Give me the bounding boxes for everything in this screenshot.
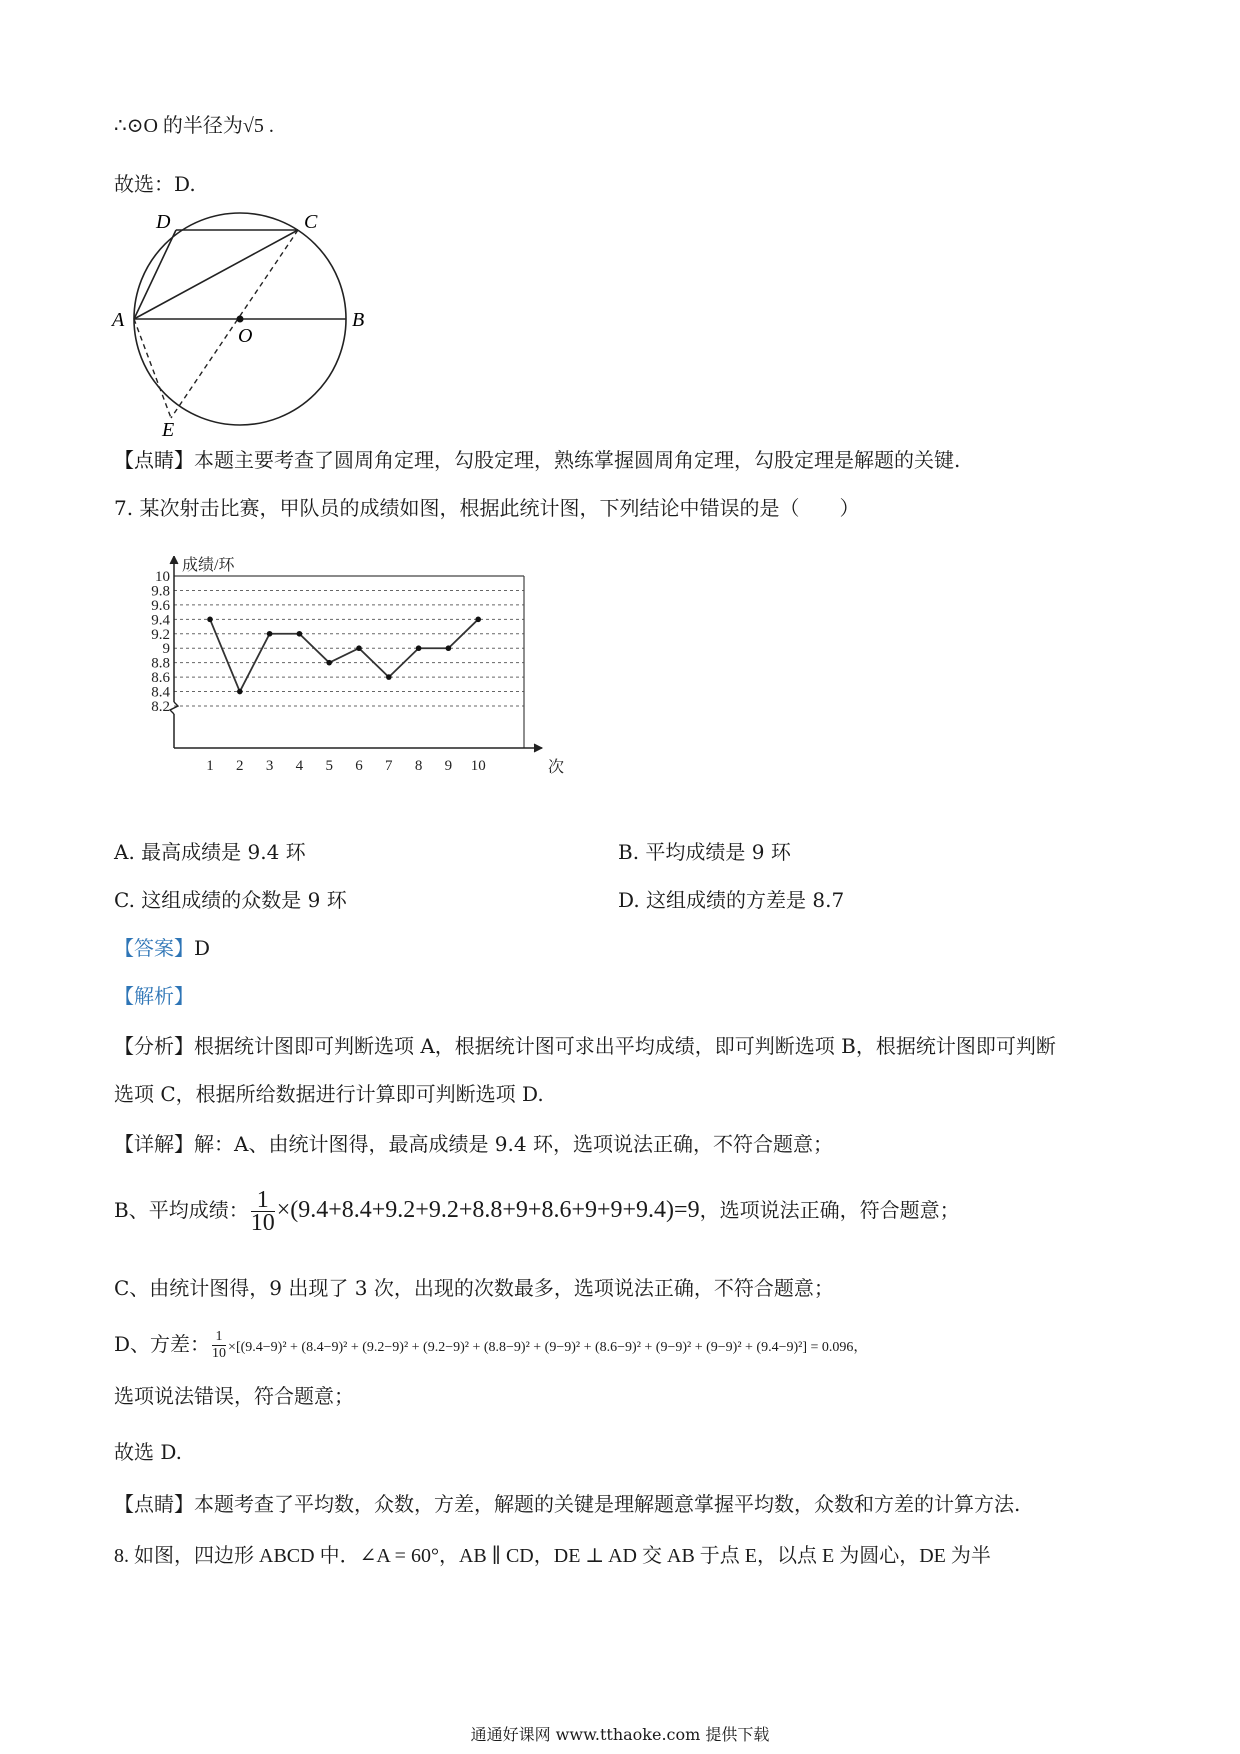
detail-d-line: [114, 1322, 867, 1370]
x-tick-label: 9: [444, 758, 453, 774]
detail-b-prefix: B、平均成绩：: [114, 1198, 249, 1222]
segment-ae: [134, 319, 171, 418]
y-tick-label: 8.4: [151, 684, 170, 701]
y-tick-label: 10: [155, 569, 170, 585]
y-tick-label: 9.2: [151, 626, 170, 643]
question-7-text: 7. 某次射击比赛，甲队员的成绩如图，根据此统计图，下列结论中错误的是（ ）: [114, 496, 860, 520]
answer-line: [114, 934, 210, 962]
x-tick-label: 2: [236, 758, 244, 774]
detail-b-suffix: ，选项说法正确，符合题意；: [699, 1198, 960, 1222]
option-c: [114, 886, 347, 914]
y-tick-label: 8.8: [151, 655, 170, 672]
fenxi-line-1: [114, 1032, 1056, 1060]
detail-b-line: [114, 1186, 960, 1234]
option-b-text: B. 平均成绩是 9 环: [618, 840, 791, 864]
detail-b-den: 10: [250, 1210, 275, 1236]
data-point: [416, 645, 422, 651]
detail-d-prefix: D、方差：: [114, 1332, 211, 1356]
x-tick-label: 8: [414, 758, 423, 774]
data-point: [297, 631, 303, 637]
choose-d-text-1: [114, 170, 196, 198]
chart-series: [207, 617, 481, 695]
question-8-stem: [114, 1542, 991, 1570]
chart-ticks: [151, 556, 564, 776]
y-tick-label: 9.6: [151, 597, 170, 614]
segment-ce: [171, 230, 298, 418]
data-point: [326, 660, 332, 666]
footer-text: 通通好课网 www.tthaoke.com 提供下载: [470, 1725, 770, 1744]
data-point: [237, 689, 243, 695]
series-line: [210, 619, 478, 691]
data-point: [356, 645, 362, 651]
label-c: C: [304, 211, 318, 233]
choose-d-text-2: [114, 1438, 182, 1466]
detail-d-line-2: [114, 1382, 354, 1410]
data-point: [446, 645, 452, 651]
question-7-stem: [114, 494, 859, 522]
detail-d-expr: ×[(9.4−9)² + (8.4−9)² + (9.2−9)² + (9.2−9)² + (8.8−9)² + (9−9)² + (8.6−9)² + (9−9)² + (9−9)² + (9.4−9)²] = 0.096，: [228, 1340, 868, 1355]
y-tick-label: 9: [162, 641, 170, 658]
option-b: [618, 838, 791, 866]
detail-b-fraction: [251, 1189, 275, 1234]
radius-conclusion-text: ∴⊙O 的半径为√5 .: [114, 115, 274, 137]
label-e: E: [162, 419, 175, 438]
comment-7-text: 本题考查了平均数，众数，方差，解题的关键是理解题意掌握平均数，众数和方差的计算方法.: [194, 1492, 1021, 1516]
x-tick-label: 1: [206, 758, 214, 774]
choose-d-2: 故选 D.: [114, 1440, 183, 1464]
score-line-chart: [150, 556, 570, 816]
answer-value: D: [194, 936, 211, 960]
question-8-text: 8. 如图，四边形 ABCD 中．∠A = 60°，AB ∥ CD，DE ⊥ AD 交 AB 于点 E，以点 E 为圆心，DE 为半: [114, 1545, 991, 1567]
comment-7-tag: 【点睛】: [114, 1492, 194, 1516]
detail-d-num: 1: [212, 1329, 226, 1346]
analysis-line: [114, 982, 194, 1010]
chart-axes: [170, 556, 542, 752]
comment-6-text: 本题主要考查了圆周角定理，勾股定理，熟练掌握圆周角定理，勾股定理是解题的关键.: [194, 448, 961, 472]
option-d: [618, 886, 844, 914]
data-point: [475, 617, 481, 623]
segment-ad: [134, 230, 176, 319]
detail-b-expr: ×(9.4+8.4+9.2+9.2+8.8+9+8.6+9+9+9.4)=9: [276, 1197, 700, 1223]
option-a-text: A. 最高成绩是 9.4 环: [114, 840, 306, 864]
y-tick-label: 8.2: [151, 699, 170, 715]
data-point: [267, 631, 273, 637]
x-tick-label: 5: [325, 758, 333, 774]
radius-conclusion: [114, 112, 274, 140]
x-tick-label: 7: [385, 758, 393, 774]
fenxi-text-2: 选项 C，根据所给数据进行计算即可判断选项 D.: [114, 1082, 544, 1106]
center-point-o: [237, 316, 244, 323]
detail-d-den: 10: [212, 1346, 227, 1361]
detail-tag: 【详解】: [114, 1132, 194, 1156]
page-footer: [0, 1722, 1240, 1745]
x-tick-label: 3: [265, 758, 274, 774]
label-o: O: [238, 325, 253, 347]
detail-a-text: 解：A、由统计图得，最高成绩是 9.4 环，选项说法正确，不符合题意；: [194, 1132, 833, 1156]
x-axis-label: 次: [548, 759, 565, 776]
option-c-text: C. 这组成绩的众数是 9 环: [114, 888, 347, 912]
segment-ac: [134, 230, 298, 319]
data-point: [386, 674, 392, 680]
data-point: [207, 617, 213, 623]
answer-tag: 【答案】: [114, 936, 194, 960]
x-tick-label: 10: [470, 758, 486, 774]
chart-grid: [174, 576, 524, 706]
x-tick-label: 4: [295, 758, 304, 774]
label-a: A: [112, 309, 125, 331]
analysis-tag: 【解析】: [114, 984, 194, 1008]
option-d-text: D. 这组成绩的方差是 8.7: [618, 888, 845, 912]
y-axis-arrow: [170, 556, 178, 564]
detail-c-line: [114, 1274, 834, 1302]
fenxi-line-2: [114, 1080, 544, 1108]
y-tick-label: 8.6: [151, 670, 170, 687]
axis-break-mark: [170, 702, 178, 714]
detail-c-text: C、由统计图得，9 出现了 3 次，出现的次数最多，选项说法正确，不符合题意；: [114, 1276, 834, 1300]
x-axis-arrow: [534, 744, 542, 752]
fenxi-text-1: 根据统计图即可判断选项 A，根据统计图可求出平均成绩，即可判断选项 B，根据统计图即可判断: [194, 1034, 1056, 1058]
comment-6-tag: 【点睛】: [114, 448, 194, 472]
x-tick-label: 6: [355, 758, 363, 774]
detail-d-line2-text: 选项说法错误，符合题意；: [114, 1384, 354, 1408]
detail-d-fraction: [212, 1329, 226, 1362]
detail-b-num: 1: [251, 1189, 275, 1212]
y-axis-label: 成绩/环: [182, 557, 235, 574]
label-b: B: [352, 309, 365, 331]
y-tick-label: 9.8: [151, 583, 170, 600]
comment-6: [114, 446, 960, 474]
y-tick-label: 9.4: [151, 612, 170, 629]
comment-7: [114, 1490, 1020, 1518]
label-d: D: [156, 211, 171, 233]
option-a: [114, 838, 306, 866]
fenxi-tag: 【分析】: [114, 1034, 194, 1058]
detail-a-line: [114, 1130, 833, 1158]
choose-d-1: 故选：D.: [114, 172, 196, 196]
circle-figure: [110, 202, 380, 438]
